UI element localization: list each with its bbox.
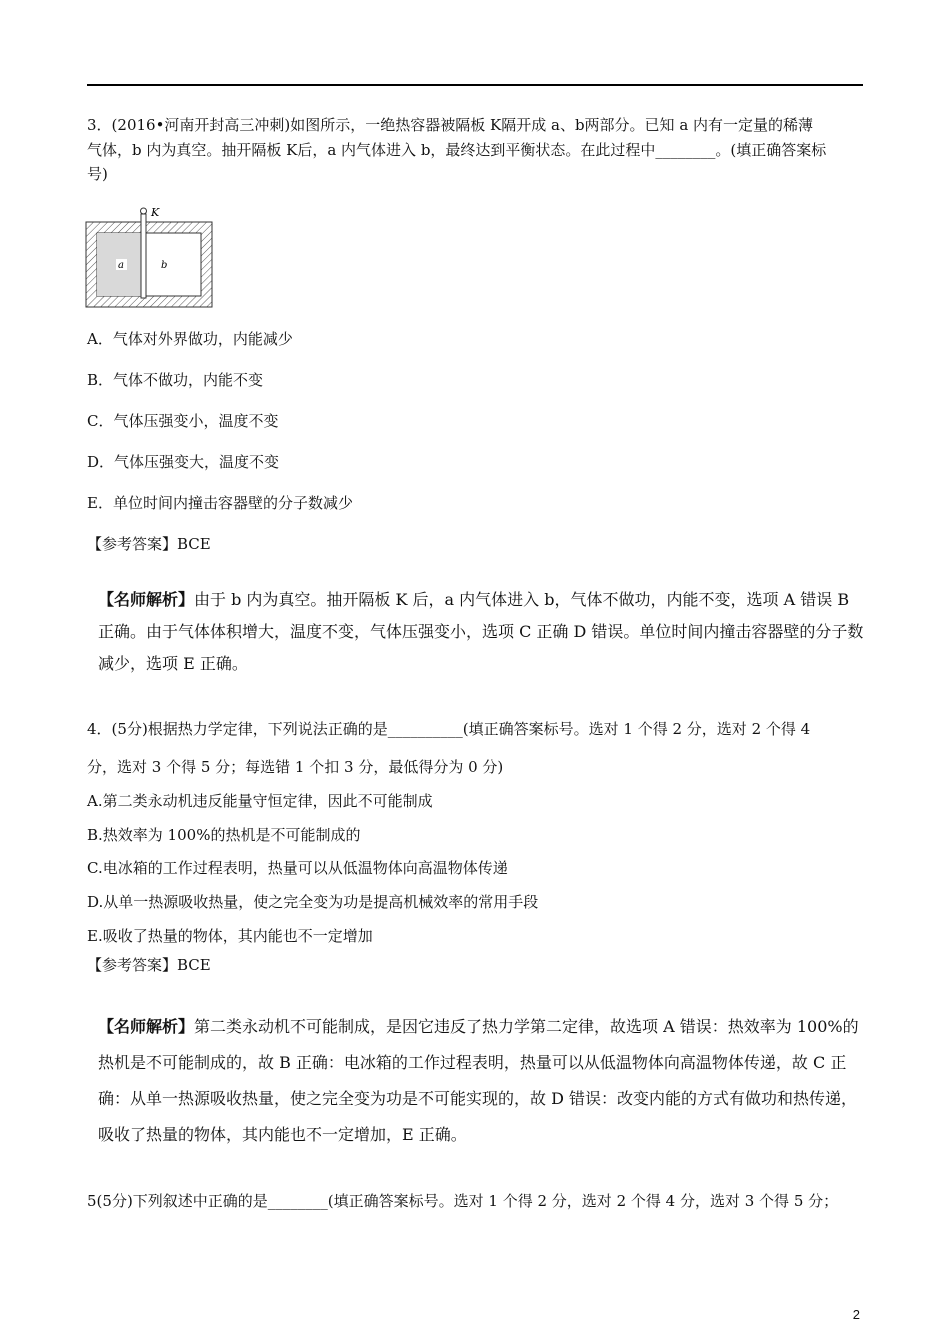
q3-option-d: D．气体压强变大，温度不变 [87,453,280,471]
q3-stem-line1: 3．(2016•河南开封高三冲刺)如图所示，一绝热容器被隔板 K隔开成 a、b两部分。已知 a 内有一定量的稀薄 [87,116,814,134]
partition-k [141,214,146,298]
q4-option-a: A.第二类永动机违反能量守恒定律，因此不可能制成 [87,792,433,810]
q4-option-b: B.热效率为 100%的热机是不可能制成的 [87,826,361,844]
q3-analysis-body: 由于 b 内为真空。抽开隔板 K 后，a 内气体进入 b，气体不做功，内能不变，选项 A 错误 B 正确。由于气体体积增大，温度不变，气体压强变小，选项 C 正确 D 错误。单位时间内撞击容器壁的分子数减少，选项 E 正确。 [98,590,864,673]
q4-analysis-body: 第二类永动机不可能制成，是因它违反了热力学第二定律，故选项 A 错误：热效率为 100%的热机是不可能制成的，故 B 正确：电冰箱的工作过程表明，热量可以从低温物体向高温物体传递，故 C 正确：从单一热源吸收热量，使之完全变为功是不可能实现的，故 D 错误：改变内能的方式有做功和热传递，吸收了热量的物体，其内能也不一定增加，E 正确。 [98,1017,859,1144]
q3-analysis-head: 【名师解析】 [98,590,195,609]
q3-stem-line3: 号) [87,165,108,183]
q3-option-b: B．气体不做功，内能不变 [87,371,264,389]
q4-analysis [98,1009,868,1153]
label-a: a [118,260,124,271]
q4-option-c: C.电冰箱的工作过程表明，热量可以从低温物体向高温物体传递 [87,859,508,877]
q3-answer: 【参考答案】BCE [87,535,211,553]
q3-stem-line2: 气体，b 内为真空。抽开隔板 K后，a 内气体进入 b，最终达到平衡状态。在此过程中________。(填正确答案标 [87,141,827,159]
header-rule [87,84,863,86]
q4-answer: 【参考答案】BCE [87,956,211,974]
q4-analysis-head: 【名师解析】 [98,1017,195,1036]
q4-option-d: D.从单一热源吸收热量，使之完全变为功是提高机械效率的常用手段 [87,893,539,911]
q4-stem-line2: 分，选对 3 个得 5 分；每选错 1 个扣 3 分，最低得分为 0 分) [87,758,504,776]
q4-stem-line1: 4．(5分)根据热力学定律，下列说法正确的是__________(填正确答案标号。选对 1 个得 2 分，选对 2 个得 4 [87,720,811,738]
q4-option-e: E.吸收了热量的物体，其内能也不一定增加 [87,927,373,945]
page-number: 2 [852,1307,860,1322]
q3-analysis [98,584,868,680]
q5-stem-line1: 5(5分)下列叙述中正确的是________(填正确答案标号。选对 1 个得 2 分，选对 2 个得 4 分，选对 3 个得 5 分； [87,1192,839,1210]
q3-option-c: C．气体压强变小，温度不变 [87,412,279,430]
q3-option-a: A．气体对外界做功，内能减少 [87,330,293,348]
q3-option-e: E．单位时间内撞击容器壁的分子数减少 [87,494,353,512]
label-k: K [151,206,160,219]
container-figure [85,202,215,310]
label-b: b [161,260,168,271]
